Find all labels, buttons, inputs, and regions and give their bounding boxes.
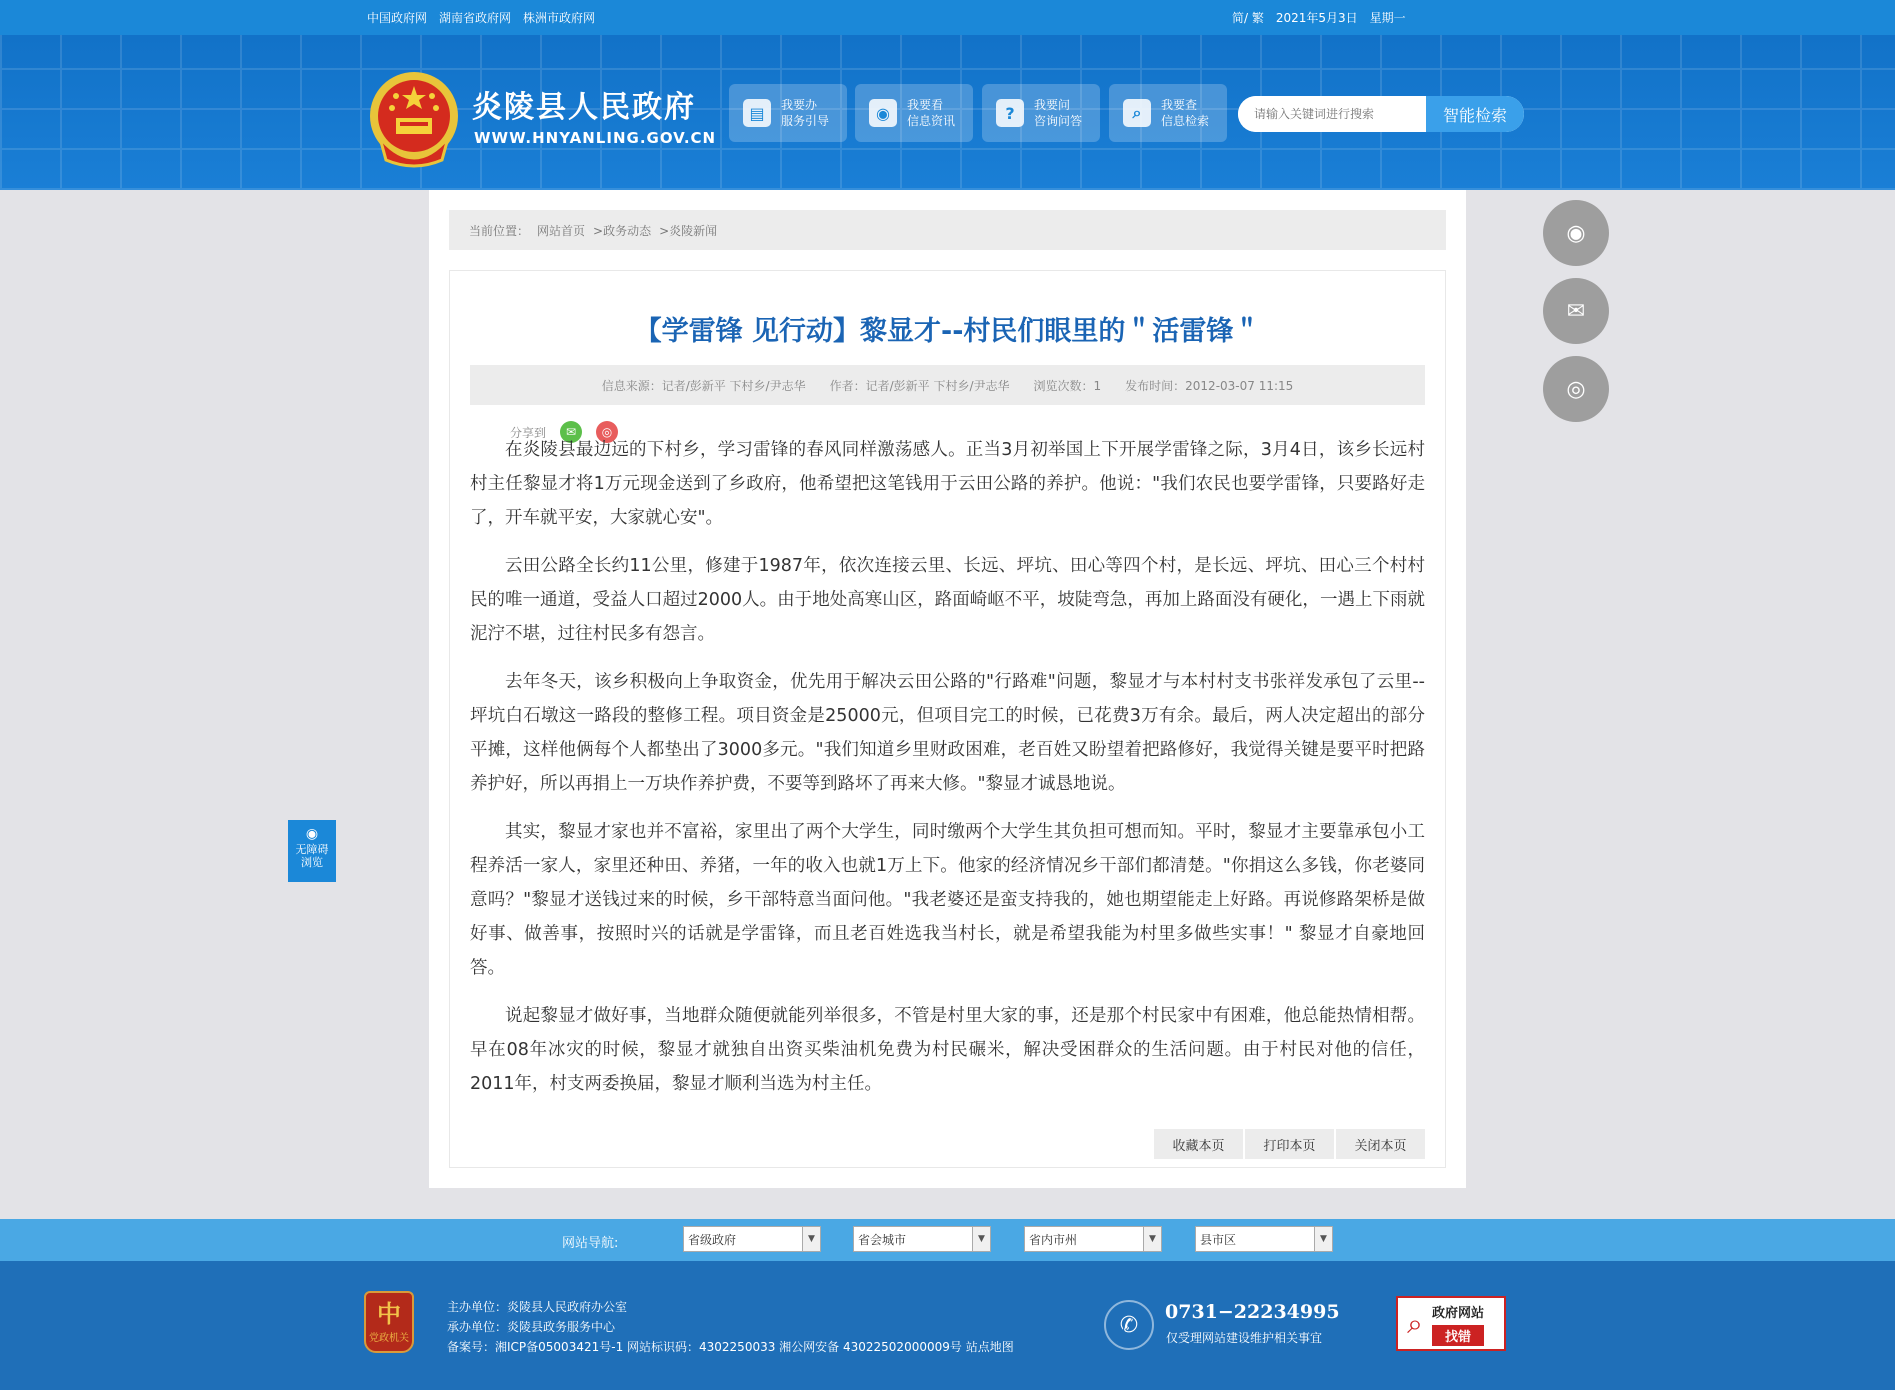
search-icon: ⌕ bbox=[1123, 99, 1151, 127]
search-input[interactable] bbox=[1238, 96, 1426, 132]
info-search-line2: 信息检索 bbox=[1161, 114, 1210, 128]
top-link-gov-cn[interactable]: 中国政府网 bbox=[367, 11, 428, 25]
top-links bbox=[367, 9, 595, 26]
qa-button[interactable] bbox=[982, 84, 1100, 142]
info-search-line1: 我要查 bbox=[1161, 98, 1198, 112]
float-eye-button[interactable] bbox=[1543, 200, 1609, 266]
article-paragraph: 云田公路全长约11公里，修建于1987年，依次连接云里、长远、坪坑、田心等四个村，是长远、坪坑、田心三个村村民的唯一通道，受益人口超过2000人。由于地处高寒山区，路面崎岖不平，坡陡弯急，再加上路面没有硬化，一遇上下雨就泥泞不堪，过往村民多有怨言。 bbox=[470, 556, 1425, 644]
report-error-line2: 找错 bbox=[1432, 1325, 1484, 1346]
info-news-line2: 信息资讯 bbox=[907, 114, 956, 128]
search-box bbox=[1238, 96, 1524, 132]
phone-icon: ✆ bbox=[1104, 1300, 1154, 1350]
article-actions bbox=[1154, 1129, 1425, 1159]
qa-line2: 咨询问答 bbox=[1034, 114, 1083, 128]
province-gov-select[interactable] bbox=[683, 1226, 821, 1252]
report-error-line1: 政府网站 bbox=[1432, 1305, 1485, 1321]
info-search-button[interactable] bbox=[1109, 84, 1227, 142]
article-paragraph: 在炎陵县最边远的下村乡，学习雷锋的春风同样激荡感人。正当3月初举国上下开展学雷锋之际，3月4日，该乡长远村村主任黎显才将1万元现金送到了乡政府，他希望把这笔钱用于云田公路的养护。他说："我们农民也要学雷锋，只要路好走了，开车就平安，大家就心安"。 bbox=[470, 440, 1425, 528]
footer-record: 备案号：湘ICP备05003421号-1 网站标识码：4302250033 湘公网安备 43022502000009号 站点地图 bbox=[447, 1340, 1014, 1354]
prefecture-value: 省内市州 bbox=[1029, 1232, 1078, 1247]
service-guide-line1: 我要办 bbox=[781, 98, 818, 112]
print-page-button[interactable]: 打印本页 bbox=[1245, 1129, 1334, 1159]
province-gov-value: 省级政府 bbox=[688, 1232, 737, 1247]
article bbox=[449, 270, 1446, 1168]
article-author: 作者：记者/彭新平 下村乡/尹志华 bbox=[829, 378, 1010, 393]
breadcrumb-news[interactable]: >政务动态 bbox=[593, 223, 652, 238]
site-footer bbox=[0, 1261, 1895, 1390]
lang-switch[interactable]: 简/ 繁 bbox=[1232, 11, 1264, 25]
bookmark-page-button[interactable]: 收藏本页 bbox=[1154, 1129, 1243, 1159]
breadcrumb-label: 当前位置： bbox=[469, 223, 530, 238]
service-guide-line2: 服务引导 bbox=[781, 114, 830, 128]
eye-icon: ◉ bbox=[869, 99, 897, 127]
site-nav-label: 网站导航: bbox=[562, 1236, 619, 1251]
national-emblem-icon[interactable] bbox=[366, 68, 462, 172]
chevron-down-icon: ▼ bbox=[1314, 1227, 1332, 1251]
party-gov-badge-icon: 中 bbox=[377, 1300, 401, 1328]
eye-icon: ◉ bbox=[305, 826, 319, 842]
service-guide-button[interactable] bbox=[729, 84, 847, 142]
accessibility-line1: 无障碍 bbox=[295, 843, 329, 856]
article-paragraph: 说起黎显才做好事，当地群众随便就能列举很多，不管是村里大家的事，还是那个村民家中有困难，他总能热情相帮。早在08年冰灾的时候，黎显才就独自出资买柴油机免费为村民碾米，解决受困群众的生活问题。由于村民对他的信任，2011年，村支两委换届，黎显才顺利当选为村主任。 bbox=[470, 1006, 1425, 1094]
article-meta bbox=[470, 365, 1425, 405]
question-icon: ? bbox=[996, 99, 1024, 127]
top-link-hunan[interactable]: 湖南省政府网 bbox=[439, 11, 512, 25]
party-gov-badge[interactable] bbox=[364, 1291, 414, 1353]
county-value: 县市区 bbox=[1200, 1232, 1237, 1247]
footer-phone: 0731−22234995 bbox=[1165, 1301, 1340, 1323]
breadcrumb-home[interactable]: 网站首页 bbox=[537, 223, 586, 238]
site-name[interactable]: 炎陵县人民政府 bbox=[472, 90, 696, 125]
content-wrapper bbox=[429, 190, 1466, 1188]
prefecture-select[interactable] bbox=[1024, 1226, 1162, 1252]
footer-organizer: 承办单位：炎陵县政务服务中心 bbox=[447, 1320, 616, 1334]
capital-city-value: 省会城市 bbox=[858, 1232, 907, 1247]
breadcrumb bbox=[449, 210, 1446, 250]
chevron-down-icon: ▼ bbox=[802, 1227, 820, 1251]
article-published: 发布时间：2012-03-07 11:15 bbox=[1125, 378, 1294, 393]
qa-line1: 我要问 bbox=[1034, 98, 1071, 112]
weibo-icon: ◎ bbox=[1566, 376, 1586, 402]
article-views: 浏览次数：1 bbox=[1033, 378, 1102, 393]
info-news-line1: 我要看 bbox=[907, 98, 944, 112]
article-paragraph: 去年冬天，该乡积极向上争取资金，优先用于解决云田公路的"行路难"问题，黎显才与本村村支书张祥发承包了云里--坪坑白石墩这一路段的整修工程。项目资金是25000元，但项目完工的时候，已花费3万有余。最后，两人决定超出的部分平摊，这样他俩每个人都垫出了3000多元。"我们知道乡里财政困难，老百姓又盼望着把路修好，我觉得关键是要平时把路养护好，所以再捐上一万块作养护费，不要等到路坏了再来大修。"黎显才诚恳地说。 bbox=[470, 672, 1425, 794]
current-weekday: 星期一 bbox=[1369, 11, 1406, 25]
party-gov-badge-label: 党政机关 bbox=[369, 1333, 409, 1344]
article-title: 【学雷锋 见行动】黎显才--村民们眼里的＂活雷锋＂ bbox=[634, 316, 1261, 347]
weibo-share-icon[interactable]: ◎ bbox=[596, 421, 618, 443]
smart-search-button[interactable]: 智能检索 bbox=[1426, 96, 1524, 132]
accessibility-line2: 浏览 bbox=[301, 856, 323, 869]
top-link-zhuzhou[interactable]: 株洲市政府网 bbox=[523, 11, 596, 25]
footer-host: 主办单位：炎陵县人民政府办公室 bbox=[447, 1300, 628, 1314]
chevron-down-icon: ▼ bbox=[1143, 1227, 1161, 1251]
footer-phone-note: 仅受理网站建设维护相关事宜 bbox=[1166, 1331, 1323, 1345]
float-wechat-button[interactable] bbox=[1543, 278, 1609, 344]
share-label: 分享到 bbox=[510, 425, 547, 440]
chevron-down-icon: ▼ bbox=[972, 1227, 990, 1251]
guide-icon: ▤ bbox=[743, 99, 771, 127]
article-paragraph: 其实，黎显才家也并不富裕，家里出了两个大学生，同时缴两个大学生其负担可想而知。平时，黎显才主要靠承包小工程养活一家人，家里还种田、养猪，一年的收入也就1万上下。他家的经济情况乡干部们都清楚。"你捐这么多钱，你老婆同意吗？"黎显才送钱过来的时候，乡干部特意当面问他。"我老婆还是蛮支持我的，她也期望能走上好路。再说修路架桥是做好事、做善事，按照时兴的话就是学雷锋，而且老百姓选我当村长，就是希望我能为村里多做些实事！" 黎显才自豪地回答。 bbox=[470, 822, 1425, 978]
breadcrumb-yanling-news[interactable]: >炎陵新闻 bbox=[659, 223, 718, 238]
eye-icon: ◉ bbox=[1566, 220, 1586, 246]
capital-city-select[interactable] bbox=[853, 1226, 991, 1252]
magnifier-icon: ⌕ bbox=[1407, 1306, 1423, 1340]
current-date: 2021年5月3日 bbox=[1275, 11, 1358, 25]
top-right bbox=[1232, 9, 1406, 26]
wechat-icon: ✉ bbox=[1566, 298, 1586, 324]
float-weibo-button[interactable] bbox=[1543, 356, 1609, 422]
site-url: WWW.HNYANLING.GOV.CN bbox=[474, 129, 717, 147]
accessibility-button[interactable] bbox=[288, 820, 336, 882]
site-nav-bar bbox=[0, 1219, 1895, 1261]
article-source: 信息来源：记者/彭新平 下村乡/尹志华 bbox=[601, 378, 806, 393]
article-body bbox=[470, 433, 1425, 1115]
top-bar bbox=[0, 0, 1895, 35]
wechat-share-icon[interactable]: ✉ bbox=[560, 421, 582, 443]
close-page-button[interactable]: 关闭本页 bbox=[1336, 1129, 1425, 1159]
county-select[interactable] bbox=[1195, 1226, 1333, 1252]
footer-info bbox=[447, 1297, 1014, 1357]
report-error-button[interactable] bbox=[1396, 1296, 1506, 1351]
info-news-button[interactable] bbox=[855, 84, 973, 142]
